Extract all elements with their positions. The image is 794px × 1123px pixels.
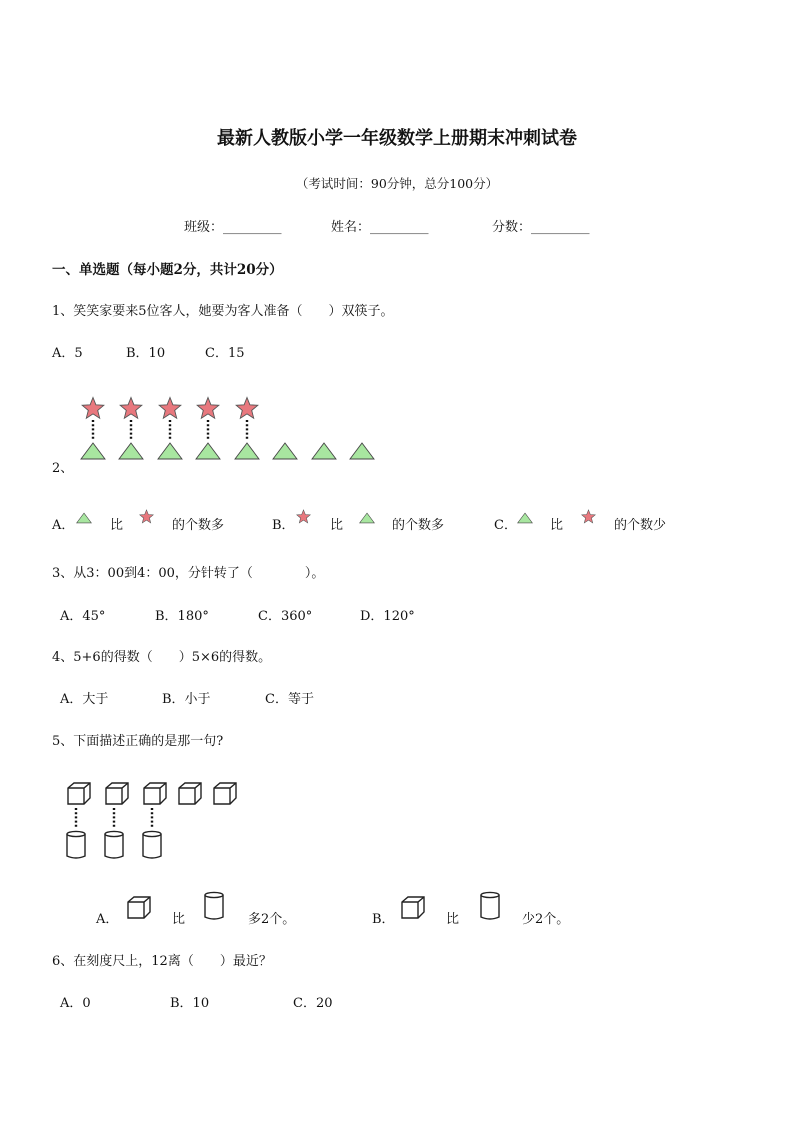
triangle-icon bbox=[76, 512, 92, 524]
question-4-text: 4、5+6的得数（ ）5×6的得数。 bbox=[52, 650, 272, 665]
cube-icon bbox=[214, 783, 236, 804]
score-blank[interactable]: _________ bbox=[531, 220, 590, 235]
dotted-connectors bbox=[76, 808, 152, 828]
q5-b-compare: 比 bbox=[446, 912, 460, 927]
q5-a-suffix: 多2个。 bbox=[248, 912, 296, 927]
cube-icon bbox=[398, 894, 426, 922]
q2-b-compare: 比 bbox=[330, 518, 344, 533]
question-2-number: 2、 bbox=[52, 461, 74, 476]
q2-b-suffix: 的个数多 bbox=[392, 518, 445, 533]
question-3-text: 3、从3：00到4：00，分针转了（ ）。 bbox=[52, 566, 325, 581]
triangle-icon bbox=[119, 443, 143, 459]
cylinder-icon bbox=[67, 831, 85, 858]
dotted-connectors bbox=[93, 420, 247, 440]
section-title: 一、单选题（每小题2分，共计20分） bbox=[52, 262, 283, 278]
cube-icon bbox=[124, 894, 152, 922]
cube-row bbox=[68, 783, 236, 804]
cube-icon bbox=[179, 783, 201, 804]
name-field[interactable] bbox=[331, 216, 429, 235]
question-6-text: 6、在刻度尺上，12离（ ）最近？ bbox=[52, 954, 272, 969]
name-blank[interactable]: _________ bbox=[370, 220, 429, 235]
q5-option-a[interactable] bbox=[96, 908, 118, 927]
triangle-icon bbox=[312, 443, 336, 459]
q1-option-b[interactable]: B．10 bbox=[126, 346, 166, 361]
triangle-icon bbox=[235, 443, 259, 459]
class-label: 班级： bbox=[184, 220, 224, 235]
exam-subtitle: （考试时间：90分钟，总分100分） bbox=[295, 176, 499, 191]
cylinder-row bbox=[67, 831, 161, 858]
star-icon bbox=[120, 398, 142, 419]
class-blank[interactable]: _________ bbox=[223, 220, 282, 235]
cube-icon bbox=[68, 783, 90, 804]
star-icon bbox=[581, 509, 596, 524]
name-label: 姓名： bbox=[331, 220, 371, 235]
triangle-icon bbox=[273, 443, 297, 459]
q2-a-compare: 比 bbox=[110, 518, 124, 533]
cylinder-icon bbox=[478, 891, 502, 921]
q5-a-prefix: A． bbox=[96, 912, 119, 927]
q5-figure bbox=[62, 780, 244, 862]
q2-b-prefix: B． bbox=[272, 518, 295, 533]
star-row bbox=[82, 398, 258, 419]
q4-option-a[interactable]: A．大于 bbox=[60, 692, 109, 707]
q6-option-c[interactable]: C．20 bbox=[293, 996, 333, 1011]
q5-option-b[interactable] bbox=[372, 908, 395, 927]
star-icon bbox=[139, 509, 154, 524]
question-5-text: 5、下面描述正确的是那一句? bbox=[52, 734, 224, 749]
star-icon bbox=[82, 398, 104, 419]
cube-icon bbox=[144, 783, 166, 804]
triangle-icon bbox=[517, 512, 533, 524]
class-field[interactable] bbox=[184, 216, 282, 235]
score-label: 分数： bbox=[492, 220, 532, 235]
q2-a-suffix: 的个数多 bbox=[172, 518, 225, 533]
triangle-row bbox=[81, 443, 374, 459]
triangle-icon bbox=[81, 443, 105, 459]
q2-c-suffix: 的个数少 bbox=[614, 518, 667, 533]
q2-option-b[interactable] bbox=[272, 514, 295, 533]
q2-option-c[interactable] bbox=[494, 514, 517, 533]
triangle-icon bbox=[196, 443, 220, 459]
q1-option-a[interactable]: A．5 bbox=[52, 346, 83, 361]
question-1-text: 1、笑笑家要来5位客人，她要为客人准备（ ）双筷子。 bbox=[52, 304, 394, 319]
exam-title: 最新人教版小学一年级数学上册期末冲刺试卷 bbox=[217, 128, 577, 149]
q5-b-prefix: B． bbox=[372, 912, 395, 927]
q2-c-prefix: C． bbox=[494, 518, 517, 533]
q3-option-a[interactable]: A．45° bbox=[60, 609, 106, 624]
q2-figure bbox=[78, 394, 378, 464]
q6-option-a[interactable]: A．0 bbox=[60, 996, 91, 1011]
triangle-icon bbox=[359, 512, 375, 524]
cube-icon bbox=[106, 783, 128, 804]
cylinder-icon bbox=[143, 831, 161, 858]
score-field[interactable] bbox=[492, 216, 590, 235]
q2-a-prefix: A． bbox=[52, 518, 75, 533]
star-icon bbox=[236, 398, 258, 419]
cylinder-icon bbox=[105, 831, 123, 858]
q3-option-d[interactable]: D．120° bbox=[360, 609, 415, 624]
q2-option-a[interactable] bbox=[52, 514, 74, 533]
star-icon bbox=[159, 398, 181, 419]
triangle-icon bbox=[158, 443, 182, 459]
cylinder-icon bbox=[202, 891, 226, 921]
q3-option-c[interactable]: C．360° bbox=[258, 609, 313, 624]
q2-c-compare: 比 bbox=[550, 518, 564, 533]
q1-option-c[interactable]: C．15 bbox=[205, 346, 245, 361]
q5-a-compare: 比 bbox=[172, 912, 186, 927]
q4-option-b[interactable]: B．小于 bbox=[162, 692, 211, 707]
q4-option-c[interactable]: C．等于 bbox=[265, 692, 314, 707]
q6-option-b[interactable]: B．10 bbox=[170, 996, 210, 1011]
triangle-icon bbox=[350, 443, 374, 459]
q3-option-b[interactable]: B．180° bbox=[155, 609, 209, 624]
star-icon bbox=[296, 509, 311, 524]
q5-b-suffix: 少2个。 bbox=[522, 912, 570, 927]
star-icon bbox=[197, 398, 219, 419]
